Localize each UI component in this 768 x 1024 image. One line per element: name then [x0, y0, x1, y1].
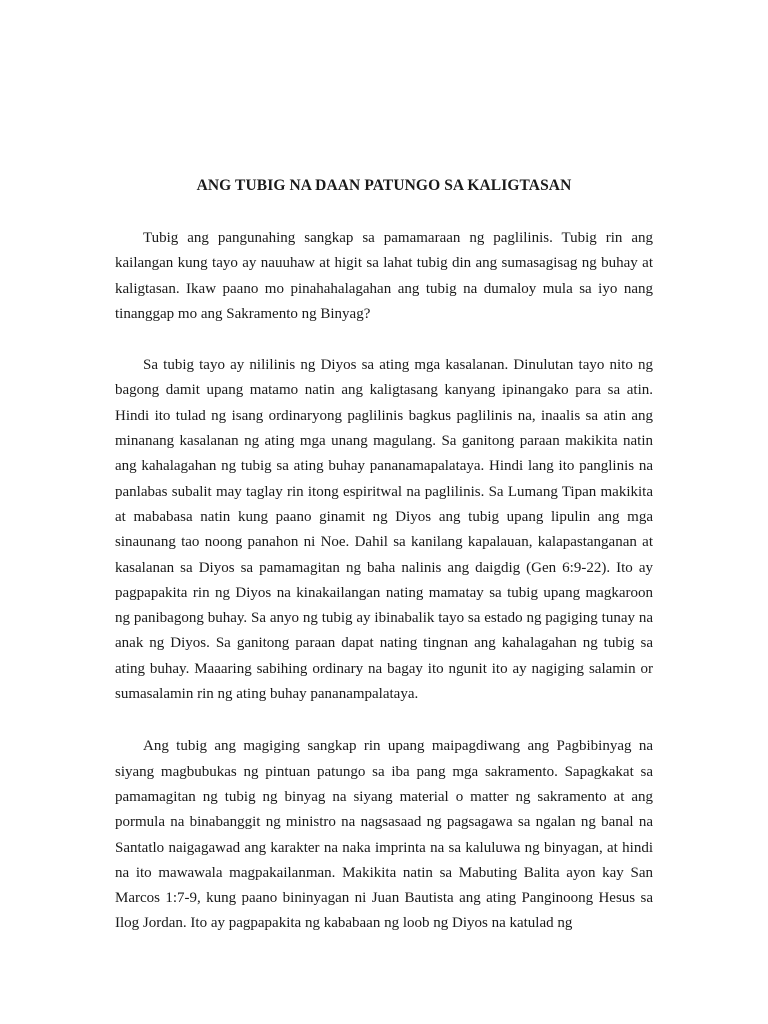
paragraph-2: Sa tubig tayo ay nililinis ng Diyos sa ating mga kasalanan. Dinulutan tayo nito ng bagong damit upang matamo natin ang kaligtasang kanyang ipinangako para sa atin. Hindi ito tulad ng isang ordinaryong paglilinis bagkus paglilinis na, inaalis sa atin ang minanang kasalanan ng ating mga unang magulang. Sa ganitong paraan makikita natin ang kahalagahan ng tubig sa ating buhay pananamapalataya. Hindi lang ito panglinis na panlabas subalit may taglay rin itong espiritwal na paglilinis. Sa Lumang Tipan makikita at mababasa natin kung paano ginamit ng Diyos ang tubig upang lipulin ang mga sinaunang tao noong panahon ni Noe. Dahil sa kanilang kapalauan, kalapastanganan at kasalanan sa Diyos sa pamamagitan ng baha nalinis ang daigdig (Gen 6:9-22). Ito ay pagpapakita rin ng Diyos na kinakailangan nating mamatay sa tubig upang magkaroon ng panibagong buhay. Sa anyo ng tubig ay ibinabalik tayo sa estado ng pagiging tunay na anak ng Diyos. Sa ganitong paraan dapat nating tingnan ang kahalagahan ng tubig sa ating buhay. Maaaring sabihing ordinary na bagay ito ngunit ito ay nagiging salamin or sumasalamin rin ng ating buhay pananampalataya.	[115, 357, 653, 703]
paragraph-1: Tubig ang pangunahing sangkap sa pamamaraan ng paglilinis. Tubig rin ang kailangan kung tayo ay nauuhaw at higit sa lahat tubig din ang sumasagisag ng buhay at kaligtasan. Ikaw paano mo pinahahalagahan ang tubig na dumaloy mula sa iyo nang tinanggap mo ang Sakramento ng Binyag?	[115, 230, 653, 322]
paragraph-3: Ang tubig ang magiging sangkap rin upang maipagdiwang ang Pagbibinyag na siyang magbubukas ng pintuan patungo sa iba pang mga sakramento. Sapagkakat sa pamamagitan ng tubig ng binyag na siyang material o matter ng sakramento at ang pormula na binabanggit ng ministro na nagsasaad ng pagsagawa sa ngalan ng banal na Santatlo naigagawad ang karakter na naka imprinta na sa kaluluwa ng binyagan, at hindi na ito mawawala magpakailanman. Makikita natin sa Mabuting Balita ayon kay San Marcos 1:7-9, kung paano bininyagan ni Juan Bautista ang ating Panginoong Hesus sa Ilog Jordan. Ito ay pagpapakita ng kababaan ng loob ng Diyos na katulad ng	[115, 738, 653, 932]
document-page	[115, 0, 653, 937]
document-title: ANG TUBIG NA DAAN PATUNGO SA KALIGTASAN	[196, 177, 572, 194]
